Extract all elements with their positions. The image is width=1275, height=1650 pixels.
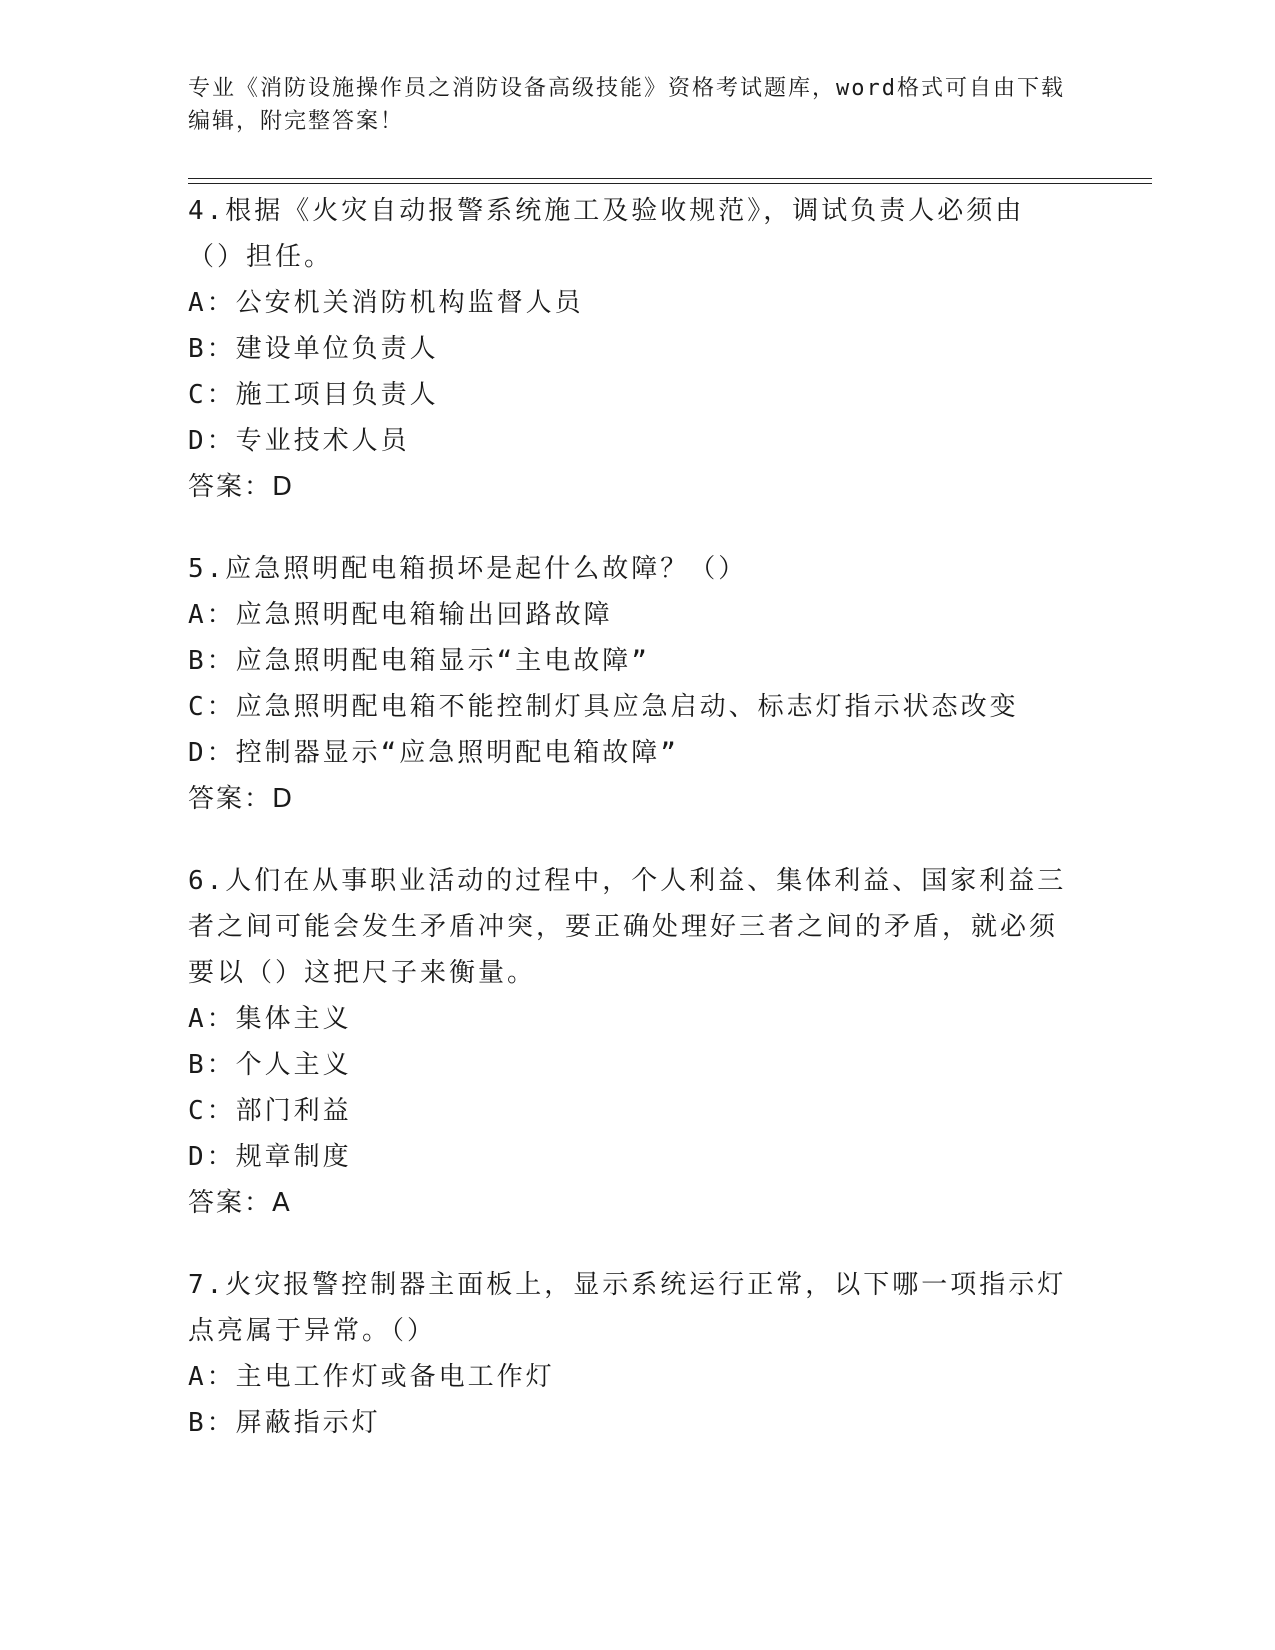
question-5 [188, 546, 1068, 822]
question-text: 7.火灾报警控制器主面板上，显示系统运行正常，以下哪一项指示灯点亮属于异常。（） [188, 1270, 1067, 1346]
option-b: B：建设单位负责人 [188, 334, 439, 364]
question-6 [188, 858, 1068, 1226]
option-a: A：应急照明配电箱输出回路故障 [188, 600, 613, 630]
question-text: 5.应急照明配电箱损坏是起什么故障？（） [188, 554, 748, 584]
answer: 答案：D [188, 472, 295, 502]
question-list [188, 188, 1068, 1482]
header-divider-bottom [188, 183, 1152, 184]
option-d: D：规章制度 [188, 1142, 352, 1172]
question-4 [188, 188, 1068, 510]
option-c: C：应急照明配电箱不能控制灯具应急启动、标志灯指示状态改变 [188, 692, 1019, 722]
option-a: A：公安机关消防机构监督人员 [188, 288, 584, 318]
option-b: B：个人主义 [188, 1050, 352, 1080]
option-d: D：专业技术人员 [188, 426, 410, 456]
option-c: C：施工项目负责人 [188, 380, 439, 410]
question-text: 4.根据《火灾自动报警系统施工及验收规范》，调试负责人必须由（）担任。 [188, 196, 1025, 272]
question-7 [188, 1262, 1068, 1446]
option-a: A：主电工作灯或备电工作灯 [188, 1362, 555, 1392]
option-b: B：屏蔽指示灯 [188, 1408, 381, 1438]
answer: 答案：A [188, 1188, 292, 1218]
option-a: A：集体主义 [188, 1004, 352, 1034]
option-c: C：部门利益 [188, 1096, 352, 1126]
option-d: D：控制器显示“应急照明配电箱故障” [188, 738, 679, 768]
option-b: B：应急照明配电箱显示“主电故障” [188, 646, 650, 676]
document-header: 专业《消防设施操作员之消防设备高级技能》资格考试题库，word格式可自由下载编辑，附完整答案！ [188, 76, 1065, 134]
answer: 答案：D [188, 784, 295, 814]
question-text: 6.人们在从事职业活动的过程中，个人利益、集体利益、国家利益三者之间可能会发生矛盾冲突，要正确处理好三者之间的矛盾，就必须要以（）这把尺子来衡量。 [188, 866, 1067, 988]
header-divider-top [188, 178, 1152, 179]
